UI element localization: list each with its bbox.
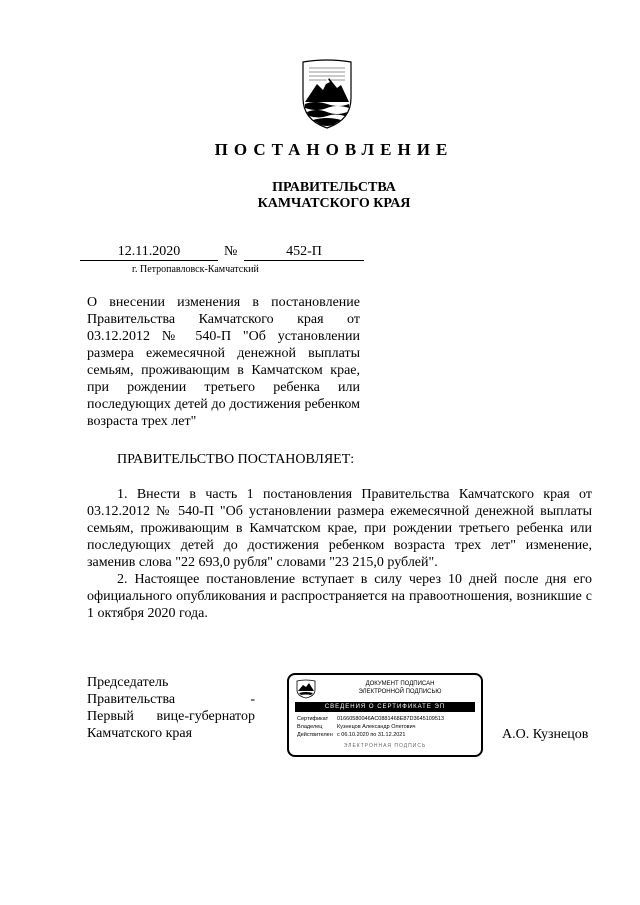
kamchatka-emblem-icon <box>295 679 317 699</box>
number-sign: № <box>224 244 238 259</box>
issuer-line-1: ПРАВИТЕЛЬСТВА <box>272 180 396 195</box>
signer-title-line-1: Председатель Правительства - <box>87 675 255 707</box>
document-subject: О внесении изменения в постановление Правительства Камчатского края от 03.12.2012 № 540-П "Об установлении размера ежемесячной денежной выплаты семьям, проживающим в Камчатском крае, при рождении третьего ребенка или последующих детей до достижения ребенком возраста трех лет" <box>87 295 360 429</box>
document-type: ПОСТАНОВЛЕНИЕ <box>214 140 454 159</box>
document-date: 12.11.2020 <box>80 243 218 261</box>
stamp-cert-label: Сертификат <box>297 716 329 722</box>
signer-title-line-2: Первый вице-губернатор <box>87 709 255 724</box>
stamp-owner-row <box>297 724 477 731</box>
paragraph-2: 2. Настоящее постановление вступает в силу через 10 дней после дня его официального опубликования и распространяется на правоотношения, возникшие с 1 октября 2020 года. <box>87 572 592 621</box>
paragraph-1: 1. Внести в часть 1 постановления Правительства Камчатского края от 03.12.2012 № 540-П "Об установлении размера ежемесячной денежной выплаты семьям, проживающим в Камчатском крае, при рождении третьего ребенка или последующих детей до достижения ребенком возраста трех лет" изменение, заменив слова "22 693,0 рубля" словами "23 215,0 рублей". <box>87 487 592 570</box>
signer-title-line-3: Камчатского края <box>87 726 193 741</box>
stamp-owner-value: Кузнецов Александр Олегович <box>337 724 416 730</box>
resolution-heading: ПРАВИТЕЛЬСТВО ПОСТАНОВЛЯЕТ: <box>117 452 355 467</box>
stamp-cert-value: 01660580046AC0881468E87D3645109513 <box>337 716 445 722</box>
stamp-certificate-row <box>297 716 477 723</box>
stamp-certificate-bar: СВЕДЕНИЯ О СЕРТИФИКАТЕ ЭП <box>295 702 475 712</box>
signer-title <box>87 674 255 742</box>
stamp-valid-label: Действителен <box>297 732 333 738</box>
stamp-heading-line-2: ЭЛЕКТРОННОЙ ПОДПИСЬЮ <box>358 689 442 695</box>
document-number: 452-П <box>244 243 364 261</box>
stamp-owner-label: Владелец <box>297 724 323 730</box>
stamp-footer: ЭЛЕКТРОННАЯ ПОДПИСЬ <box>343 743 427 749</box>
stamp-validity-row <box>297 732 477 739</box>
stamp-heading <box>325 680 475 696</box>
kamchatka-coat-of-arms-icon <box>297 58 357 130</box>
issuer-line-2: КАМЧАТСКОГО КРАЯ <box>257 196 411 211</box>
stamp-valid-value: с 06.10.2020 по 31.12.2021 <box>337 732 406 738</box>
issue-city: г. Петропавловск-Камчатский <box>132 264 259 275</box>
signer-name: А.О. Кузнецов <box>502 727 589 742</box>
electronic-signature-stamp <box>287 673 483 757</box>
stamp-heading-line-1: ДОКУМЕНТ ПОДПИСАН <box>365 681 435 687</box>
